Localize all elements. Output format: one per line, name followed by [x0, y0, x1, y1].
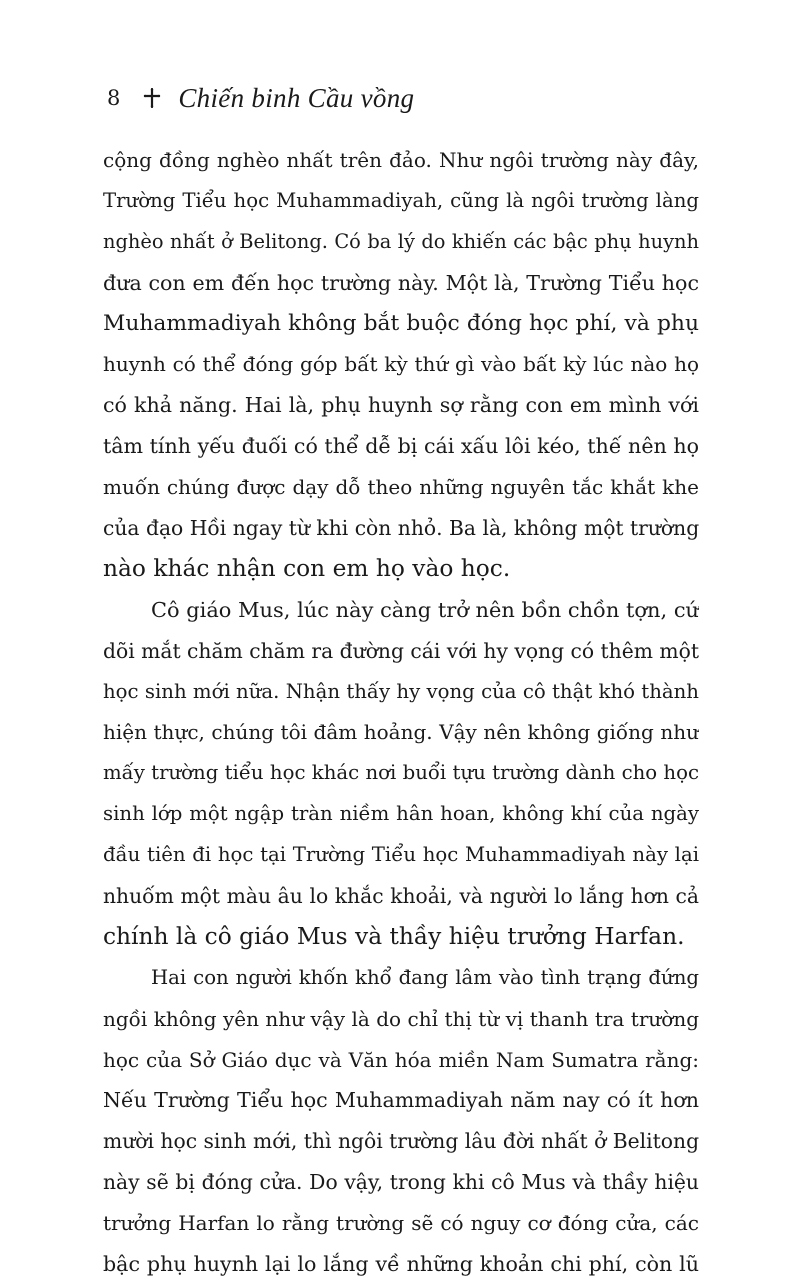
text-line: Cô giáo Mus, lúc này càng trở nên bồn chồn tợn, cứ: [151, 597, 699, 622]
paragraph: [103, 958, 699, 1285]
text-line: trưởng Harfan lo rằng trường sẽ có nguy cơ đóng cửa, các: [103, 1211, 699, 1236]
text-line: Trường Tiểu học Muhammadiyah, cũng là ngôi trường làng: [103, 188, 699, 212]
text-line: Hai con người khốn khổ đang lâm vào tình trạng đứng: [151, 965, 699, 989]
paragraph: [103, 590, 699, 958]
text-line: ngồi không yên như vậy là do chỉ thị từ vị thanh tra trường: [103, 1006, 699, 1031]
text-line: học sinh mới nữa. Nhận thấy hy vọng của cô thật khó thành: [103, 679, 699, 703]
text-line: mấy trường tiểu học khác nơi buổi tựu trường dành cho học: [103, 761, 699, 785]
paragraph: [103, 140, 699, 590]
text-line: nào khác nhận con em họ vào học.: [103, 554, 511, 582]
text-line: sinh lớp một ngập tràn niềm hân hoan, không khí của ngày: [103, 802, 699, 826]
text-line: cộng đồng nghèo nhất trên đảo. Như ngôi trường này đây,: [103, 148, 699, 172]
text-line: hiện thực, chúng tôi đâm hoảng. Vậy nên không giống như: [103, 720, 699, 745]
running-title: Chiến binh Cầu vồng: [178, 82, 415, 113]
running-header: [107, 78, 414, 118]
cross-ornament-icon: [142, 88, 162, 108]
body-text: [103, 140, 699, 1285]
text-line: bậc phụ huynh lại lo lắng về những khoản chi phí, còn lũ: [103, 1252, 699, 1277]
text-line: có khả năng. Hai là, phụ huynh sợ rằng con em mình với: [103, 393, 699, 418]
text-line: đưa con em đến học trường này. Một là, Trường Tiểu học: [103, 270, 699, 295]
page-number: 8: [107, 86, 121, 110]
text-line: nhuốm một màu âu lo khắc khoải, và người lo lắng hơn cả: [103, 884, 699, 909]
text-line: Nếu Trường Tiểu học Muhammadiyah năm nay có ít hơn: [103, 1088, 699, 1113]
text-line: đầu tiên đi học tại Trường Tiểu học Muhammadiyah này lại: [103, 843, 699, 867]
text-line: mười học sinh mới, thì ngôi trường lâu đời nhất ở Belitong: [103, 1129, 699, 1154]
text-line: học của Sở Giáo dục và Văn hóa miền Nam Sumatra rằng:: [103, 1047, 699, 1072]
text-line: dõi mắt chăm chăm ra đường cái với hy vọng có thêm một: [103, 638, 699, 663]
text-line: này sẽ bị đóng cửa. Do vậy, trong khi cô Mus và thầy hiệu: [103, 1170, 699, 1195]
text-line: muốn chúng được dạy dỗ theo những nguyên tắc khắt khe: [103, 475, 699, 500]
text-line: Muhammadiyah không bắt buộc đóng học phí, và phụ: [103, 310, 699, 336]
text-line: huynh có thể đóng góp bất kỳ thứ gì vào bất kỳ lúc nào họ: [103, 352, 699, 377]
text-line: tâm tính yếu đuối có thể dễ bị cái xấu lôi kéo, thế nên họ: [103, 434, 699, 459]
text-line: chính là cô giáo Mus và thầy hiệu trưởng Harfan.: [103, 922, 685, 950]
text-line: của đạo Hồi ngay từ khi còn nhỏ. Ba là, không một trường: [103, 516, 699, 541]
text-line: nghèo nhất ở Belitong. Có ba lý do khiến các bậc phụ huynh: [103, 229, 699, 253]
